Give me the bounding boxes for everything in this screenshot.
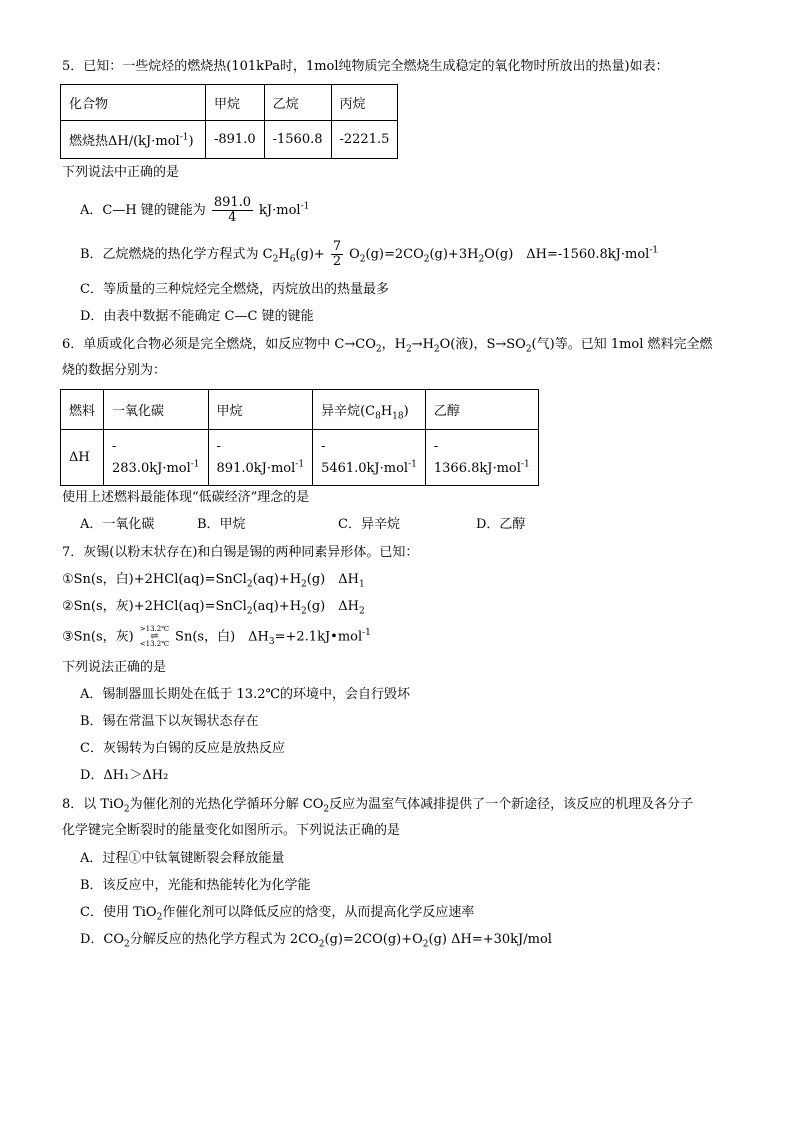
q8-stem-line2: 化学键完全断裂时的能量变化如图所示。下列说法正确的是 bbox=[62, 823, 401, 838]
q5-option-c[interactable]: C．等质量的三种烷烃完全燃烧，丙烷放出的热量最多 bbox=[80, 282, 389, 297]
q7-option-c[interactable]: C．灰锡转为白锡的反应是放热反应 bbox=[80, 741, 285, 756]
q6-value-methane: - 891.0kJ·mol$^{-1}$ bbox=[208, 430, 313, 486]
q6-option-c[interactable]: C．异辛烷 bbox=[338, 517, 400, 532]
q6-header-isooctane: 异辛烷$(C_8H_{18})$ bbox=[313, 390, 426, 430]
q6-value-isooctane: - 5461.0kJ·mol$^{-1}$ bbox=[313, 430, 426, 486]
q7-reaction-3: ③Sn(s，灰) >13.2℃ ⇌ <13.2℃ Sn(s，白) $\Delta H_3=+2.1kJ•mol^{-1}$ bbox=[62, 625, 371, 648]
q7-ask: 下列说法正确的是 bbox=[62, 660, 167, 675]
q8-option-c[interactable]: C．使用 TiO$_2$作催化剂可以降低反应的焓变，从而提高化学反应速率 bbox=[80, 905, 475, 923]
q8-stem-line1: 8．以 TiO$_2$为催化剂的光热化学循环分解 $CO_2$反应为温室气体减排提供了一个新途径，该反应的机理及各分子 bbox=[62, 797, 694, 815]
q6-option-a[interactable]: A．一氧化碳 bbox=[80, 517, 155, 532]
q5-header-ethane: 乙烷 bbox=[264, 85, 331, 121]
q5-header-propane: 丙烷 bbox=[331, 85, 398, 121]
q6-header-methane: 甲烷 bbox=[208, 390, 313, 430]
q5-header-compound: 化合物 bbox=[61, 85, 206, 121]
q6-value-ethanol: - 1366.8kJ·mol$^{-1}$ bbox=[425, 430, 538, 486]
q5-option-a[interactable]: A．C—H 键的键能为 $\frac{891.0}{4}$ kJ·mol$^{-1}$ bbox=[80, 195, 310, 225]
q6-value-co: - 283.0kJ·mol$^{-1}$ bbox=[104, 430, 209, 486]
q5-row-label: 燃烧热ΔH/(kJ·mol$^{-1}$) bbox=[61, 121, 206, 159]
q6-option-b[interactable]: B．甲烷 bbox=[197, 517, 246, 532]
q6-table bbox=[60, 389, 539, 486]
q5-ask: 下列说法中正确的是 bbox=[62, 165, 180, 180]
q8-option-d[interactable]: D．$CO_2$分解反应的热化学方程式为 $2CO_2(g)=2CO(g)+O_2(g)$ ΔH=+30kJ/mol bbox=[80, 932, 552, 950]
q6-stem-line2: 烧的数据分别为： bbox=[62, 363, 167, 378]
q7-reaction-1: ①Sn(s，白)$+2HCl(aq)=SnCl_2(aq)+H_2(g)$ $\Delta H_1$ bbox=[62, 572, 365, 590]
q5-value-propane: -2221.5 bbox=[331, 121, 398, 159]
q5-value-methane: -891.0 bbox=[206, 121, 265, 159]
q7-option-a[interactable]: A．锡制器皿长期处在低于 13.2℃的环境中，会自行毁坏 bbox=[80, 687, 411, 702]
q8-option-a[interactable]: A．过程①中钛氧键断裂会释放能量 bbox=[80, 851, 285, 866]
q6-header-co: 一氧化碳 bbox=[104, 390, 209, 430]
q7-option-d[interactable]: D．ΔH₁＞ΔH₂ bbox=[80, 768, 169, 783]
q6-option-d[interactable]: D．乙醇 bbox=[476, 517, 526, 532]
q5-option-d[interactable]: D．由表中数据不能确定 C—C 键的键能 bbox=[80, 309, 314, 324]
q6-dh-label: ΔH bbox=[61, 430, 104, 486]
q7-reaction-2: ②Sn(s，灰)$+2HCl(aq)=SnCl_2(aq)+H_2(g)$ $\Delta H_2$ bbox=[62, 599, 365, 617]
q5-header-methane: 甲烷 bbox=[206, 85, 265, 121]
q6-header-ethanol: 乙醇 bbox=[425, 390, 538, 430]
q6-ask: 使用上述燃料最能体现“低碳经济”理念的是 bbox=[62, 490, 310, 505]
q5-value-ethane: -1560.8 bbox=[264, 121, 331, 159]
q7-stem: 7．灰锡(以粉末状存在)和白锡是锡的两种同素异形体。已知： bbox=[62, 545, 419, 560]
q5-table bbox=[60, 84, 398, 159]
q8-option-b[interactable]: B．该反应中，光能和热能转化为化学能 bbox=[80, 878, 311, 893]
q6-stem-line1: 6．单质或化合物必须是完全燃烧，如反应物中 $C\to CO_2$，$H_2\to H_2O$(液)，$S\to SO_2$(气)等。已知 1mol 燃料完全燃 bbox=[62, 337, 713, 355]
q6-header-fuel: 燃料 bbox=[61, 390, 104, 430]
q5-option-b[interactable]: B．乙烷燃烧的热化学方程式为 $C_2H_6(g)+$ $\frac{7}{2}$ $O_2(g)=2CO_2(g)+3H_2O(g)$ ΔH=-1560.8kJ·mol$^{-1}$ bbox=[80, 239, 659, 269]
q5-stem: 5．已知：一些烷烃的燃烧热(101kPa时，1mol纯物质完全燃烧生成稳定的氧化物时所放出的热量)如表： bbox=[62, 59, 669, 74]
q7-option-b[interactable]: B．锡在常温下以灰锡状态存在 bbox=[80, 714, 259, 729]
equilibrium-arrow-icon: >13.2℃ ⇌ <13.2℃ bbox=[139, 625, 170, 648]
